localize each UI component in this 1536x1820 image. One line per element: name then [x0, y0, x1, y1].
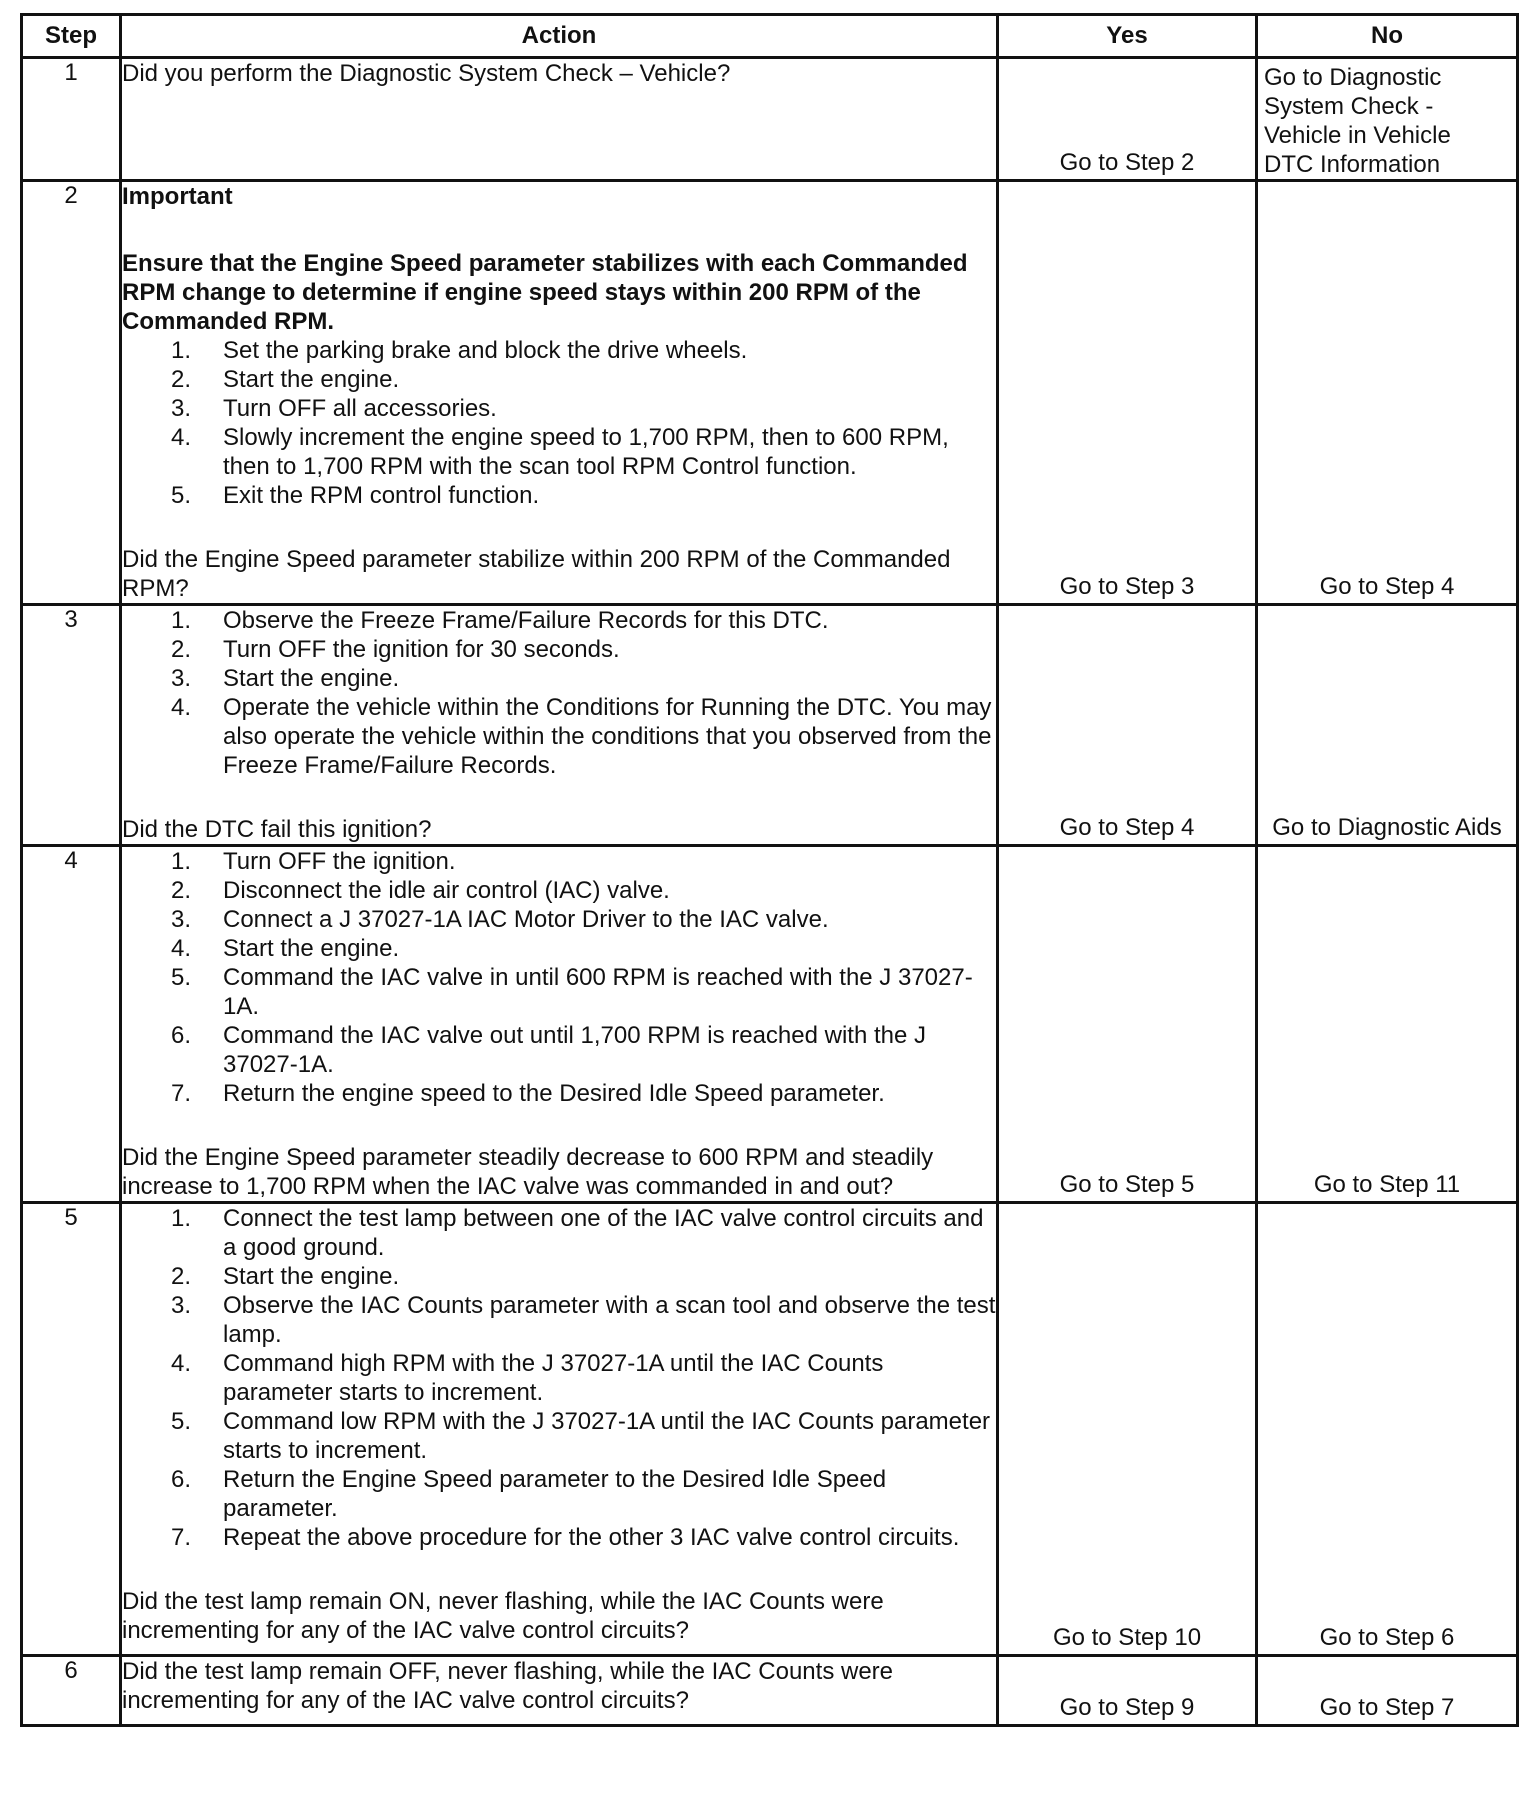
no-result-line: System Check -	[1264, 93, 1434, 120]
question-text: Did you perform the Diagnostic System Check – Vehicle?	[122, 60, 731, 87]
yes-cell	[998, 1656, 1257, 1726]
no-result: Go to Step 7	[1319, 1694, 1455, 1721]
no-cell	[1257, 605, 1518, 846]
list-item: 7. Return the engine speed to the Desired Idle Speed parameter.	[171, 1080, 885, 1107]
list-item: 1. Set the parking brake and block the drive wheels.	[171, 337, 748, 364]
list-item: 2. Disconnect the idle air control (IAC) valve.	[171, 877, 670, 904]
no-cell	[1257, 1656, 1518, 1726]
table-row-step-2	[22, 181, 1518, 605]
no-result-line: Go to Diagnostic	[1264, 64, 1442, 91]
table-header-row	[22, 15, 1518, 58]
yes-cell	[998, 1203, 1257, 1656]
no-result-line: DTC Information	[1264, 151, 1441, 178]
step-number: 1	[22, 58, 121, 181]
question-text: Did the test lamp remain ON, never flashing, while the IAC Counts were incrementing for any of the IAC valve control circuits?	[122, 1588, 884, 1644]
action-cell	[121, 846, 998, 1203]
question-text: Did the DTC fail this ignition?	[122, 816, 432, 843]
no-result: Go to Step 4	[1319, 573, 1455, 600]
question-text: Did the Engine Speed parameter steadily decrease to 600 RPM and steadily increase to 1,700 RPM when the IAC valve was commanded in and out?	[122, 1144, 934, 1200]
table-row-step-1	[22, 58, 1518, 181]
list-item: 3. Observe the IAC Counts parameter with a scan tool and observe the test lamp.	[171, 1292, 996, 1348]
yes-cell	[998, 181, 1257, 605]
list-item: 2. Turn OFF the ignition for 30 seconds.	[171, 636, 620, 663]
step-number: 4	[22, 846, 121, 1203]
list-item: 4. Command high RPM with the J 37027-1A until the IAC Counts parameter starts to increment.	[171, 1350, 884, 1406]
yes-result: Go to Step 9	[1059, 1694, 1195, 1721]
header-step: Step	[22, 15, 121, 58]
list-item: 7. Repeat the above procedure for the other 3 IAC valve control circuits.	[171, 1524, 960, 1551]
important-text: Ensure that the Engine Speed parameter stabilizes with each Commanded RPM change to determine if engine speed stays within 200 RPM of the Commanded RPM.	[122, 250, 968, 335]
diagnostic-table	[20, 13, 1519, 1727]
list-item: 6. Return the Engine Speed parameter to the Desired Idle Speed parameter.	[171, 1466, 887, 1522]
header-no: No	[1257, 15, 1518, 58]
important-title: Important	[122, 183, 233, 210]
list-item: 4. Operate the vehicle within the Conditions for Running the DTC. You may also operate the vehicle within the conditions that you observed from the Freeze Frame/Failure Records.	[171, 694, 992, 779]
action-cell	[121, 1656, 998, 1726]
step-number: 6	[22, 1656, 121, 1726]
list-item: 5. Command the IAC valve in until 600 RPM is reached with the J 37027-1A.	[171, 964, 973, 1020]
list-item: 3. Connect a J 37027-1A IAC Motor Driver to the IAC valve.	[171, 906, 829, 933]
list-item: 4. Start the engine.	[171, 935, 400, 962]
no-cell	[1257, 1203, 1518, 1656]
yes-cell	[998, 58, 1257, 181]
action-cell	[121, 605, 998, 846]
question-text: Did the test lamp remain OFF, never flashing, while the IAC Counts were incrementing for any of the IAC valve control circuits?	[122, 1658, 893, 1714]
list-item: 3. Turn OFF all accessories.	[171, 395, 497, 422]
yes-cell	[998, 846, 1257, 1203]
list-item: 2. Start the engine.	[171, 1263, 400, 1290]
step-number: 2	[22, 181, 121, 605]
list-item: 6. Command the IAC valve out until 1,700 RPM is reached with the J 37027-1A.	[171, 1022, 927, 1078]
header-action: Action	[121, 15, 998, 58]
table-row-step-6	[22, 1656, 1518, 1726]
list-item: 1. Turn OFF the ignition.	[171, 848, 456, 875]
table-row-step-4	[22, 846, 1518, 1203]
procedure-list	[122, 336, 996, 510]
yes-result: Go to Step 2	[1059, 149, 1195, 176]
no-result: Go to Step 6	[1319, 1624, 1455, 1651]
list-item: 1. Observe the Freeze Frame/Failure Records for this DTC.	[171, 607, 829, 634]
procedure-list	[122, 1204, 996, 1552]
action-cell	[121, 181, 998, 605]
table-row-step-3	[22, 605, 1518, 846]
yes-cell	[998, 605, 1257, 846]
yes-result: Go to Step 4	[1059, 814, 1195, 841]
no-cell	[1257, 58, 1518, 181]
list-item: 5. Exit the RPM control function.	[171, 482, 540, 509]
no-result: Go to Diagnostic Aids	[1272, 814, 1502, 841]
procedure-list	[122, 606, 996, 780]
question-text: Did the Engine Speed parameter stabilize within 200 RPM of the Commanded RPM?	[122, 546, 951, 602]
yes-result: Go to Step 3	[1059, 573, 1195, 600]
step-number: 5	[22, 1203, 121, 1656]
no-cell	[1257, 181, 1518, 605]
action-cell	[121, 58, 998, 181]
table-row-step-5	[22, 1203, 1518, 1656]
list-item: 3. Start the engine.	[171, 665, 400, 692]
procedure-list	[122, 847, 996, 1108]
list-item: 4. Slowly increment the engine speed to 1,700 RPM, then to 600 RPM, then to 1,700 RPM with the scan tool RPM Control function.	[171, 424, 949, 480]
action-cell	[121, 1203, 998, 1656]
step-number: 3	[22, 605, 121, 846]
yes-result: Go to Step 5	[1059, 1171, 1195, 1198]
list-item: 2. Start the engine.	[171, 366, 400, 393]
no-result-line: Vehicle in Vehicle	[1264, 122, 1451, 149]
no-cell	[1257, 846, 1518, 1203]
header-yes: Yes	[998, 15, 1257, 58]
list-item: 1. Connect the test lamp between one of the IAC valve control circuits and a good ground.	[171, 1205, 984, 1261]
yes-result: Go to Step 10	[1052, 1624, 1202, 1651]
no-result: Go to Step 11	[1313, 1171, 1461, 1198]
list-item: 5. Command low RPM with the J 37027-1A until the IAC Counts parameter starts to increment.	[171, 1408, 991, 1464]
